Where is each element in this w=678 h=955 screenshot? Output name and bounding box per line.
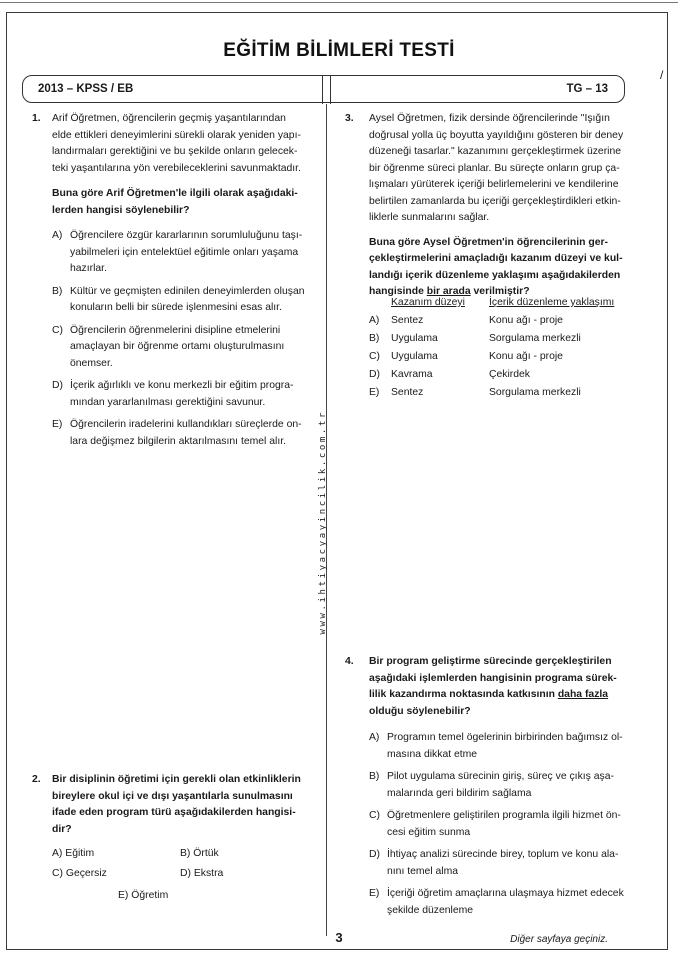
test-code: TG – 13 — [566, 83, 608, 95]
q4-stem: Bir program geliştirme sürecinde gerçekleştirilen aşağıdaki işlemlerden hangisinin programa sürek- lilik kazandırma noktasında katkısının daha fazla olduğu söylenebilir? — [369, 656, 617, 717]
q2-option-a[interactable]: A) Eğitim — [52, 848, 95, 859]
q4-option-e[interactable]: E) İçeriği öğretim amaçlarına ulaşmaya hizmet edecek şekilde düzenleme — [369, 888, 624, 916]
q4-options — [369, 730, 634, 919]
q4-number: 4. — [345, 656, 354, 667]
q2-number: 2. — [32, 774, 41, 785]
q3-stem: Buna göre Aysel Öğretmen'in öğrencilerinin ger- çekleştirmelerini amaçladığı kazanım düzeyi ve kul- landığı içerik düzenleme yaklaşımı aşağıdakilerden hangisinde bir arada verilmiştir? — [369, 236, 623, 297]
q1-stem: Buna göre Arif Öğretmen'le ilgili olarak aşağıdaki- lerden hangisi söylenebilir? — [52, 188, 298, 216]
question-1 — [52, 111, 310, 450]
q3-option-c[interactable]: C) Uygulama Konu ağı - proje — [369, 351, 563, 362]
q1-number: 1. — [32, 113, 41, 124]
question-3 — [369, 111, 634, 301]
q1-option-c[interactable]: C) Öğrencilerin öğrenmelerini disipline etmelerini amaçlayan bir öğrenme ortamı oluşturulmasını önemser. — [52, 324, 285, 369]
q2-option-b[interactable]: B) Örtük — [180, 848, 219, 859]
q2-stem: Bir disiplinin öğretimi için gerekli olan etkinliklerin bireylere okul içi ve dışı yaşantılarla sunulmasını ifade eden program türü aşağıdakilerden hangisi- dir? — [52, 774, 301, 835]
q3-col1-header: Kazanım düzeyi — [391, 297, 465, 308]
q3-text: Aysel Öğretmen, fizik dersinde öğrencilerinde "Işığın doğrusal yolla üç boyutta yayıldığını gösteren bir deney düzeneği tasarlar." kazanımını gerçekleştirmek üzerine bir öğrenme süreci planlar. Bu süreçte onların grup ça- lışmaları yürüterek içeriği belirlemelerini ve kendilerine belirtilen zamanlarda bu içeriği gerçekleştirdikleri etkin- liklerle sunmalarını sağlar. — [369, 113, 624, 223]
q4-option-b[interactable]: B) Pilot uygulama sürecinin giriş, süreç ve çıkış aşa- malarında geri bildirim sağlama — [369, 771, 614, 799]
next-page-note: Diğer sayfaya geçiniz. — [510, 934, 608, 945]
header-divider-left — [322, 76, 323, 104]
q1-option-e[interactable]: E) Öğrencilerin iradelerini kullandıkları süreçlerde on- lara değişmez bilgilerin aktarılmasını temel alır. — [52, 419, 302, 447]
q2-option-c[interactable]: C) Geçersiz — [52, 868, 107, 879]
exam-code: 2013 – KPSS / EB — [38, 83, 134, 95]
q3-col2-header: İçerik düzenleme yaklaşımı — [489, 297, 615, 308]
q1-option-d[interactable]: D) İçerik ağırlıklı ve konu merkezli bir eğitim progra- mından yararlanılması gerektiğini savunur. — [52, 380, 294, 408]
q3-option-b[interactable]: B) Uygulama Sorgulama merkezli — [369, 333, 581, 344]
header-divider-right — [330, 76, 331, 104]
q2-option-d[interactable]: D) Ekstra — [180, 868, 224, 879]
stray-mark: / — [660, 68, 664, 82]
q3-options-table — [369, 297, 614, 405]
page-number: 3 — [335, 930, 343, 945]
q1-text: Arif Öğretmen, öğrencilerin geçmiş yaşantılarından elde ettikleri deneyimlerini sürekli olarak yeniden yapı- landırmaları gerektiğini ve bu şekilde onların gelecek- teki yaşantılarına yön verebileceklerini savunmaktadır. — [52, 113, 301, 174]
page-title: EĞİTİM BİLİMLERİ TESTİ — [223, 40, 455, 61]
q1-option-a[interactable]: A) Öğrencilere özgür kararlarının sorumluluğunu taşı- yabilmeleri için entelektüel eğitimle onları yaşama hazırlar. — [52, 230, 303, 274]
q4-option-a[interactable]: A) Programın temel ögelerinin birbirinden bağımsız ol- masına dikkat etme — [369, 732, 623, 760]
q3-number: 3. — [345, 113, 354, 124]
q3-option-d[interactable]: D) Kavrama Çekirdek — [369, 369, 530, 380]
q1-options — [52, 228, 310, 450]
q3-option-a[interactable]: A) Sentez Konu ağı - proje — [369, 315, 563, 326]
publisher-watermark: www.ihtiyacyayincilik.com.tr — [318, 410, 328, 635]
q4-option-c[interactable]: C) Öğretmenlere geliştirilen programla ilgili hizmet ön- cesi eğitim sunma — [369, 810, 621, 838]
q2-option-e[interactable]: E) Öğretim — [118, 890, 169, 901]
question-4 — [369, 654, 634, 919]
q3-option-e[interactable]: E) Sentez Sorgulama merkezli — [369, 387, 581, 398]
q1-option-b[interactable]: B) Kültür ve geçmişten edinilen deneyimlerden oluşan konuların belli bir sürede işlenmesini esas alır. — [52, 285, 305, 313]
top-edge-line — [0, 2, 678, 3]
q4-option-d[interactable]: D) İhtiyaç analizi sürecinde birey, toplum ve konu ala- nını temel alma — [369, 849, 619, 877]
